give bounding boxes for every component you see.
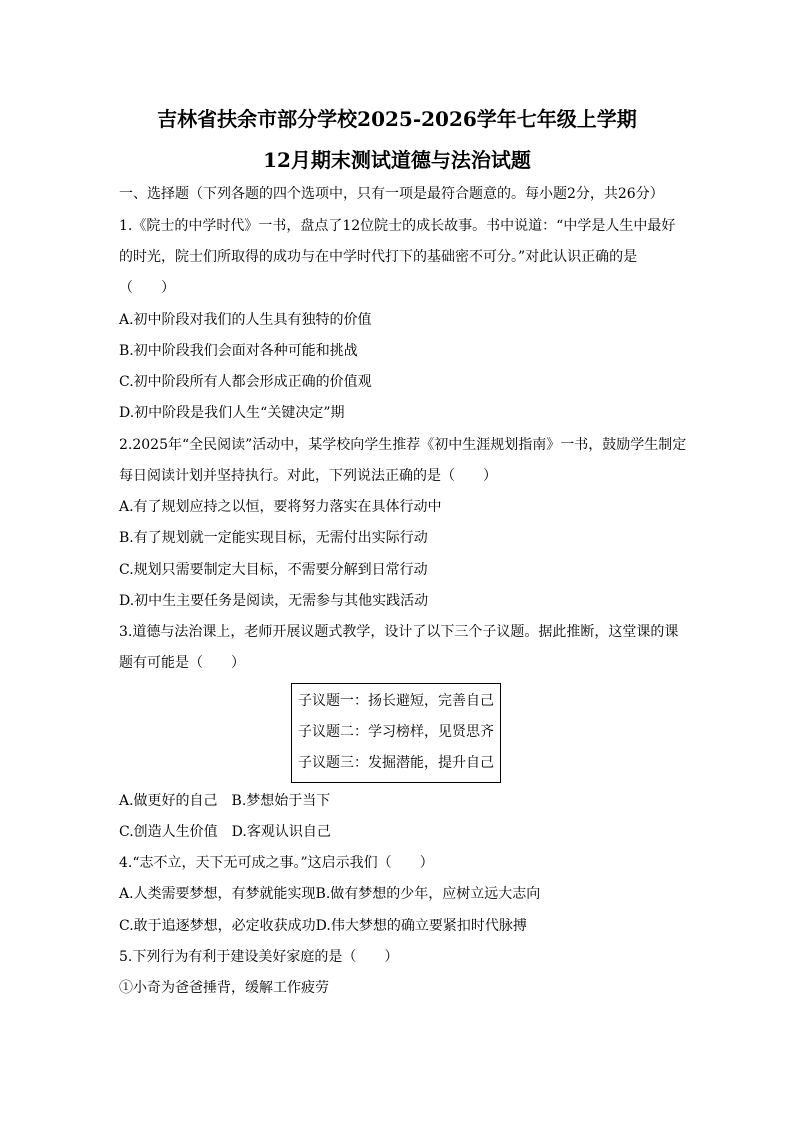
q3-options-cd: C.创造人生价值 D.客观认识自己 xyxy=(119,824,331,840)
q1-option-d: D.初中阶段是我们人生“关键决定”期 xyxy=(119,405,345,421)
q2-stem-line-1: 2.2025年“全民阅读”活动中，某学校向学生推荐《初中生涯规划指南》一书，鼓励学生制定 xyxy=(119,437,687,453)
q1-stem-line-3: （ ） xyxy=(119,280,175,296)
q3-subtopic-3: 子议题三：发掘潜能，提升自己 xyxy=(298,755,494,771)
q5-stem: 5.下列行为有利于建设美好家庭的是（ ） xyxy=(119,949,399,965)
q1-option-b: B.初中阶段我们会面对各种可能和挑战 xyxy=(119,343,358,359)
q3-options-ab: A.做更好的自己 B.梦想始于当下 xyxy=(119,793,331,809)
q5-item-1: ①小奇为爸爸捶背，缓解工作疲劳 xyxy=(119,980,329,996)
q3-subtopic-box xyxy=(291,683,501,783)
q4-options-cd: C.敢于追逐梦想，必定收获成功D.伟大梦想的确立要紧扣时代脉搏 xyxy=(119,918,527,934)
q2-stem-line-2: 每日阅读计划并坚持执行。对此，下列说法正确的是（ ） xyxy=(119,468,497,484)
q2-option-d: D.初中生主要任务是阅读，无需参与其他实践活动 xyxy=(119,593,429,609)
q3-subtopic-1: 子议题一：扬长避短，完善自己 xyxy=(298,693,494,709)
q3-stem-line-2: 题有可能是（ ） xyxy=(119,655,245,671)
q2-option-b: B.有了规划就一定能实现目标，无需付出实际行动 xyxy=(119,530,428,546)
q2-option-c: C.规划只需要制定大目标，不需要分解到日常行动 xyxy=(119,562,428,578)
q1-stem-line-2: 的时光，院士们所取得的成功与在中学时代打下的基础密不可分。”对此认识正确的是 xyxy=(119,249,638,265)
q3-subtopic-2: 子议题二：学习榜样，见贤思齐 xyxy=(298,724,494,740)
document-title-line-1: 吉林省扶余市部分学校2025-2026学年七年级上学期 xyxy=(157,107,637,131)
section-heading: 一、选择题（下列各题的四个选项中，只有一项是最符合题意的。每小题2分，共26分） xyxy=(119,186,664,202)
q4-stem: 4.“志不立，天下无可成之事。”这启示我们（ ） xyxy=(119,855,434,871)
q2-option-a: A.有了规划应持之以恒，要将努力落实在具体行动中 xyxy=(119,499,442,515)
q1-option-c: C.初中阶段所有人都会形成正确的价值观 xyxy=(119,374,372,390)
q1-option-a: A.初中阶段对我们的人生具有独特的价值 xyxy=(119,312,372,328)
document-title-line-2: 12月期末测试道德与法治试题 xyxy=(263,148,531,172)
q3-stem-line-1: 3.道德与法治课上，老师开展议题式教学，设计了以下三个子议题。据此推断，这堂课的课 xyxy=(119,624,679,640)
q1-stem-line-1: 1.《院士的中学时代》一书，盘点了12位院士的成长故事。书中说道：“中学是人生中最好 xyxy=(119,218,676,234)
q4-options-ab: A.人类需要梦想，有梦就能实现B.做有梦想的少年，应树立远大志向 xyxy=(119,886,541,902)
